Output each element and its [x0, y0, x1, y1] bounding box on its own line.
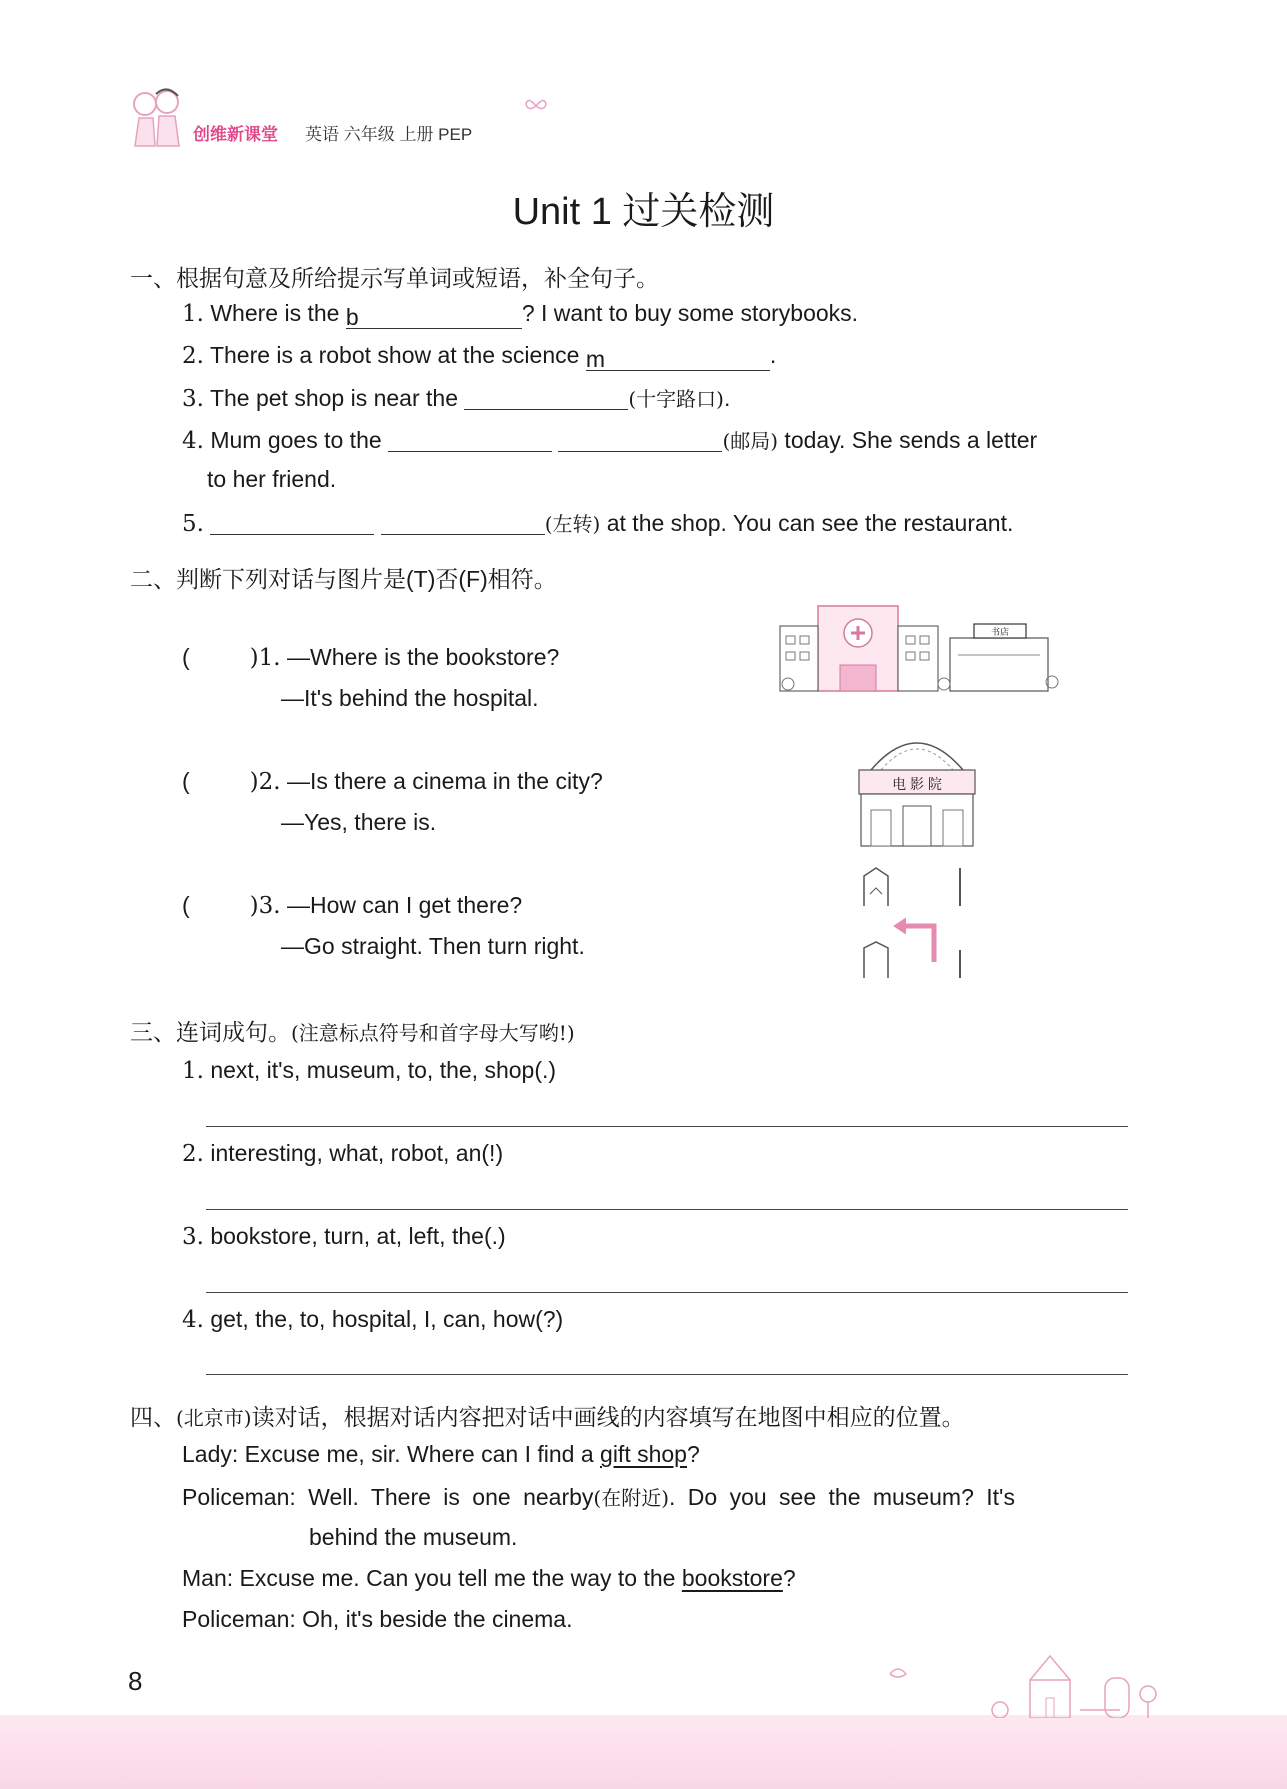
mascot-kids-icon [125, 86, 191, 152]
question-number: 2. [182, 343, 204, 369]
page-title: Unit 1 过关检测 [512, 191, 775, 233]
hint-letter: m [585, 346, 605, 372]
word-list: bookstore, turn, at, left, the(.) [210, 1223, 506, 1249]
answer-blank[interactable] [346, 304, 522, 329]
tf-item-1-answer: —It's behind the hospital. [281, 685, 539, 711]
word-list: get, the, to, hospital, I, can, how(?) [210, 1306, 564, 1332]
question-number: )1. [249, 645, 281, 671]
footer-band [0, 1715, 1287, 1789]
dialogue-line-4 [182, 1565, 796, 1592]
underlined-place: bookstore [681, 1565, 783, 1591]
answer-blank[interactable] [210, 510, 374, 535]
question-text: The pet shop is near the [209, 385, 465, 411]
section-4-heading [130, 1399, 965, 1432]
question-number: 5. [182, 511, 204, 537]
dialogue-line-2 [182, 1482, 1015, 1511]
answer-blank[interactable] [381, 510, 545, 535]
question-number: 4. [182, 1307, 204, 1333]
question-text: . [723, 385, 731, 411]
question-text: . [769, 342, 777, 368]
region-tag: (北京市) [176, 1406, 252, 1430]
underlined-place: gift shop [600, 1441, 687, 1467]
section-3-heading [130, 1014, 575, 1047]
reorder-item-4 [182, 1306, 563, 1333]
dialogue-line-5: Policeman: Oh, it's beside the cinema. [182, 1606, 573, 1632]
brand-name: 创维新课堂 [193, 125, 278, 144]
question-number: )3. [249, 893, 281, 919]
question-1-1 [182, 300, 858, 329]
cinema-picture [857, 720, 977, 848]
castle-decoration-icon [880, 1650, 1170, 1718]
chinese-hint: (十字路口) [628, 387, 724, 411]
question-number: 3. [182, 386, 204, 412]
question-text: Where is the [210, 300, 346, 326]
answer-line[interactable] [206, 1209, 1128, 1210]
question-text: Mum goes to the [210, 427, 389, 453]
tf-item-3 [182, 892, 522, 919]
dialogue-line-3: behind the museum. [309, 1524, 518, 1550]
question-1-5 [182, 508, 1013, 537]
section-3-note: (注意标点符号和首字母大写哟!) [291, 1021, 575, 1045]
dialogue-text: . Do you see the museum? It's [669, 1484, 1015, 1510]
dialogue-text: ? [686, 1441, 700, 1467]
word-list: next, it's, museum, to, the, shop(.) [210, 1057, 557, 1083]
chinese-hint: (邮局) [722, 429, 779, 453]
tf-item-2 [182, 768, 603, 795]
section-4-number: 四、 [130, 1404, 176, 1430]
section-2-heading: 二、判断下列对话与图片是(T)否(F)相符。 [130, 566, 557, 592]
cinema-sign: 电 影 院 [892, 776, 942, 792]
chinese-hint: (在附近) [593, 1486, 670, 1510]
chinese-hint: (左转) [544, 512, 601, 536]
dialogue-text: ? [782, 1565, 796, 1591]
dialogue-question: —Is there a cinema in the city? [286, 768, 603, 794]
question-text: There is a robot show at the science [209, 342, 586, 368]
book-info: 英语 六年级 上册 PEP [305, 125, 473, 144]
answer-paren[interactable]: ( [182, 768, 190, 794]
question-text: ? I want to buy some storybooks. [521, 300, 859, 326]
answer-blank[interactable] [558, 427, 722, 452]
reorder-item-2 [182, 1140, 503, 1167]
dialogue-question: —How can I get there? [286, 892, 523, 918]
answer-paren[interactable]: ( [182, 644, 190, 670]
question-number: 3. [182, 1224, 204, 1250]
answer-blank[interactable] [586, 346, 770, 371]
dialogue-text: Lady: Excuse me, sir. Where can I find a [182, 1441, 601, 1467]
route-arrow-picture [862, 866, 972, 978]
page-header [125, 86, 565, 156]
reorder-item-1 [182, 1057, 556, 1084]
dialogue-line-1 [182, 1441, 700, 1468]
bookstore-sign: 书店 [990, 627, 1009, 637]
question-number: 2. [182, 1141, 204, 1167]
question-number: 1. [182, 301, 204, 327]
hint-letter: b [345, 304, 359, 330]
question-1-2 [182, 342, 776, 371]
dialogue-text: Policeman: Well. There is one nearby [182, 1484, 594, 1510]
answer-blank[interactable] [388, 427, 552, 452]
answer-line[interactable] [206, 1126, 1128, 1127]
answer-blank[interactable] [464, 385, 628, 410]
question-1-3 [182, 383, 730, 412]
page-number: 8 [128, 1666, 143, 1696]
question-text: at the shop. You can see the restaurant. [600, 510, 1014, 536]
answer-paren[interactable]: ( [182, 892, 190, 918]
tf-item-2-answer: —Yes, there is. [281, 809, 437, 835]
question-text: today. She sends a letter [778, 427, 1038, 453]
question-number: 4. [182, 428, 204, 454]
question-1-4 [182, 425, 1037, 454]
dialogue-text: Man: Excuse me. Can you tell me the way to the [182, 1565, 682, 1591]
question-number: 1. [182, 1058, 204, 1084]
reorder-item-3 [182, 1223, 506, 1250]
section-3-title: 三、连词成句。 [130, 1019, 291, 1045]
word-list: interesting, what, robot, an(!) [210, 1140, 504, 1166]
answer-line[interactable] [206, 1374, 1128, 1375]
butterfly-icon [524, 96, 548, 116]
tf-item-1 [182, 644, 559, 671]
section-1-heading: 一、根据句意及所给提示写单词或短语，补全句子。 [130, 265, 659, 291]
hospital-bookstore-picture [778, 600, 1060, 696]
question-number: )2. [249, 769, 281, 795]
tf-item-3-answer: —Go straight. Then turn right. [281, 933, 585, 959]
dialogue-question: —Where is the bookstore? [286, 644, 560, 670]
section-4-title: 读对话，根据对话内容把对话中画线的内容填写在地图中相应的位置。 [251, 1404, 965, 1430]
question-1-4-continued: to her friend. [207, 466, 337, 492]
answer-line[interactable] [206, 1292, 1128, 1293]
